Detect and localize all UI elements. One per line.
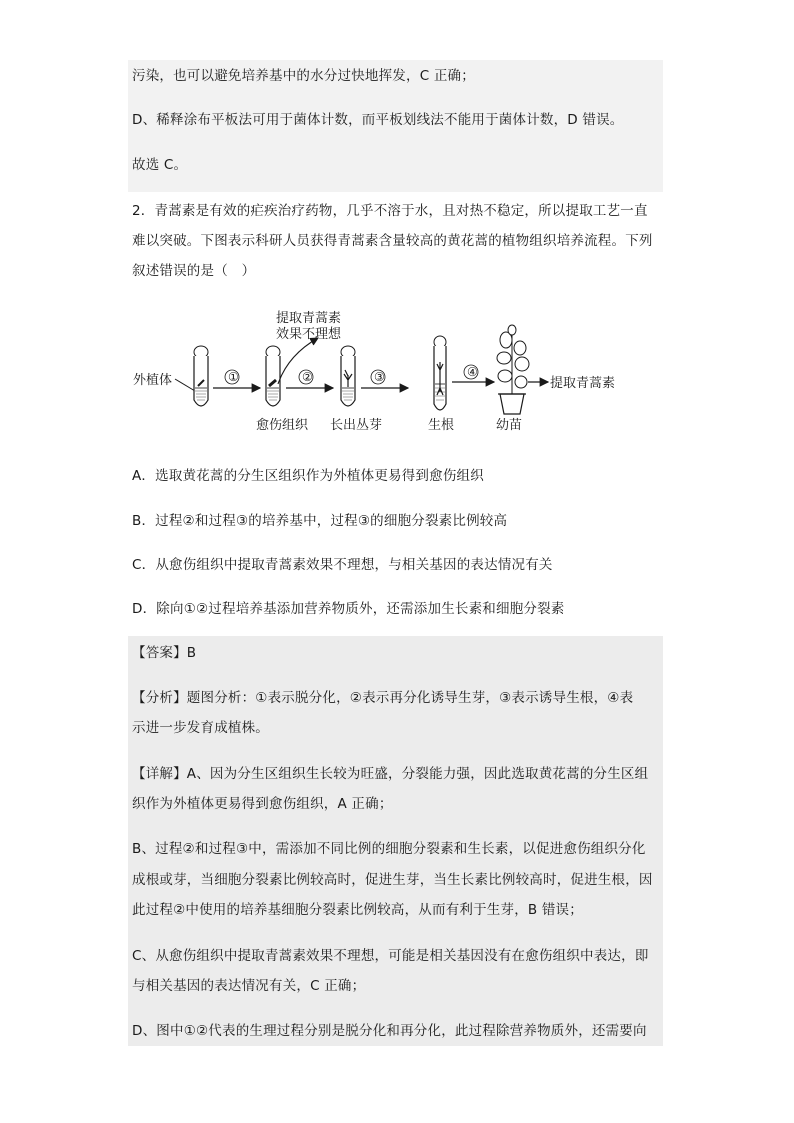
- detail-line: 织作为外植体更易得到愈伤组织，A 正确；: [132, 796, 393, 812]
- answer-line: 【答案】B: [132, 645, 197, 661]
- text-line: D、稀释涂布平板法可用于菌体计数，而平板划线法不能用于菌体计数，D 错误。: [132, 112, 624, 128]
- detail-line: D、图中①②代表的生理过程分别是脱分化和再分化，此过程除营养物质外，还需要向: [132, 1023, 647, 1039]
- detail-line: 此过程②中使用的培养基细胞分裂素比例较高，从而有利于生芽，B 错误；: [132, 902, 583, 918]
- option-a: A．选取黄花蒿的分生区组织作为外植体更易得到愈伤组织: [132, 468, 484, 484]
- callus-label: 愈伤组织: [256, 418, 309, 433]
- question-stem: 叙述错误的是（ ）: [132, 263, 256, 279]
- roots-label: 生根: [428, 418, 455, 433]
- option-c: C．从愈伤组织中提取青蒿素效果不理想，与相关基因的表达情况有关: [132, 557, 553, 573]
- option-b: B．过程②和过程③的培养基中，过程③的细胞分裂素比例较高: [132, 513, 508, 529]
- step1-label: ①: [228, 370, 239, 384]
- seedling-label: 幼苗: [496, 418, 523, 433]
- detail-line: 成根或芽，当细胞分裂素比例较高时，促进生芽，当生长素比例较高时，促进生根，因: [132, 872, 653, 888]
- step4-label: ④: [467, 365, 478, 379]
- question-stem: 难以突破。下图表示科研人员获得青蒿素含量较高的黄花蒿的植物组织培养流程。下列: [132, 233, 653, 249]
- question-stem: 2．青蒿素是有效的疟疾治疗药物，几乎不溶于水，且对热不稳定，所以提取工艺一直: [132, 203, 648, 219]
- note-line-1: 提取青蒿素: [276, 311, 342, 326]
- analysis-line: 【分析】题图分析：①表示脱分化，②表示再分化诱导生芽，③表示诱导生根，④表: [132, 690, 634, 706]
- text-line: 污染，也可以避免培养基中的水分过快地挥发，C 正确；: [132, 68, 475, 84]
- extract-label: 提取青蒿素: [550, 376, 616, 391]
- explant-label: 外植体: [133, 373, 173, 388]
- detail-line: 【详解】A、因为分生区组织生长较为旺盛，分裂能力强，因此选取黄花蒿的分生区组: [132, 766, 649, 782]
- seedling-pot-icon: [497, 325, 529, 414]
- note-line-2: 效果不理想: [276, 327, 342, 342]
- detail-line: C、从愈伤组织中提取青蒿素效果不理想，可能是相关基因没有在愈伤组织中表达，即: [132, 948, 649, 964]
- text-line: 故选 C。: [132, 157, 188, 173]
- step3-label: ③: [374, 370, 385, 384]
- option-d: D．除向①②过程培养基添加营养物质外，还需添加生长素和细胞分裂素: [132, 601, 565, 617]
- detail-line: 与相关基因的表达情况有关，C 正确；: [132, 978, 366, 994]
- test-tube-4-icon: [434, 336, 446, 410]
- test-tube-3-icon: [341, 346, 355, 406]
- test-tube-1-icon: [194, 346, 208, 406]
- analysis-line: 示进一步发育成植株。: [132, 720, 269, 736]
- buds-label: 长出丛芽: [330, 418, 383, 433]
- detail-line: B、过程②和过程③中，需添加不同比例的细胞分裂素和生长素，以促进愈伤组织分化: [132, 841, 646, 857]
- test-tube-2-icon: [266, 346, 280, 406]
- tissue-culture-diagram: [128, 300, 668, 440]
- step2-label: ②: [302, 370, 313, 384]
